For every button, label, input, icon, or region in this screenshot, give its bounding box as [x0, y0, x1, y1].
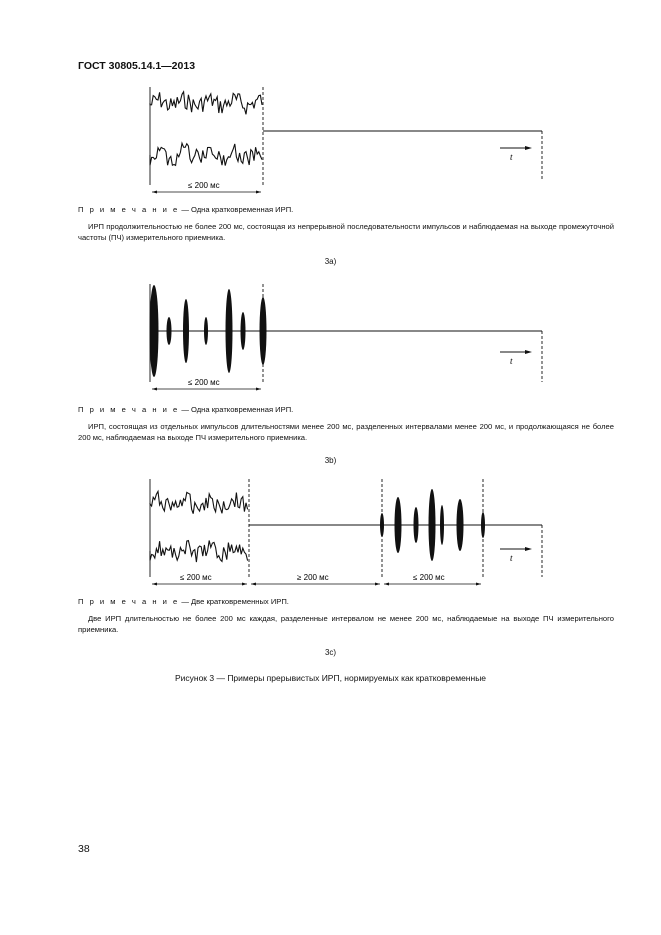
duration-label: ≤ 200 мс — [188, 378, 220, 387]
sublabel-3b: 3b) — [324, 456, 337, 465]
figure-3a — [140, 85, 560, 197]
pulse-3 — [183, 299, 189, 363]
duration-label: ≤ 200 мс — [188, 181, 220, 190]
paragraph-3a: ИРП продолжительностью не более 200 мс, состоящая из непрерывной последовательности импульсов и наблюдаемая на выходе промежуточной частоты (ПЧ) измерительного приемника. — [78, 222, 614, 242]
note-label: П р и м е ч а н и е — [78, 597, 180, 606]
note-3a — [78, 204, 614, 215]
pulse-4 — [204, 317, 208, 345]
time-label: t — [510, 553, 513, 563]
sublabel-3a: 3а) — [324, 257, 337, 266]
figure-3c — [140, 477, 560, 589]
sublabel-3c: 3с) — [324, 648, 337, 657]
note-text: — Две кратковременных ИРП. — [179, 597, 289, 606]
pulse-6 — [241, 312, 246, 350]
pulse-1 — [150, 285, 159, 377]
duration-label-3: ≤ 200 мс — [413, 573, 445, 582]
duration-arrow-head-right — [256, 191, 261, 194]
duration-arrow-head-left — [152, 191, 157, 194]
duration-label-2: ≥ 200 мс — [297, 573, 329, 582]
paragraph-3b: ИРП, состоящая из отдельных импульсов длительностями менее 200 мс, разделенных интервалами менее 200 мс, и продолжающаяся не более 200 мс, наблюдаемая на выходе ПЧ измерительного приемника. — [78, 422, 614, 442]
duration-label-1: ≤ 200 мс — [180, 573, 212, 582]
time-arrow-head — [525, 547, 532, 551]
note-text: — Одна кратковременная ИРП. — [179, 205, 294, 214]
pulse-5 — [226, 289, 233, 373]
pulse-6 — [457, 499, 464, 551]
signal-lower-waveform — [150, 143, 262, 165]
pulse-2 — [167, 317, 172, 345]
signal-upper-waveform — [150, 491, 248, 513]
paragraph-3c: Две ИРП длительностью не более 200 мс каждая, разделенные интервалом не менее 200 мс, наблюдаемые на выходе ПЧ измерительного приемника. — [78, 614, 614, 634]
figure-3b-diagram — [140, 282, 560, 394]
time-arrow-head — [525, 146, 532, 150]
pulse-7 — [481, 512, 485, 538]
figure-3c-diagram — [140, 477, 560, 589]
pulse-1 — [380, 513, 384, 537]
pulse-3 — [414, 507, 419, 543]
figure-3a-diagram — [140, 85, 560, 197]
note-text: — Одна кратковременная ИРП. — [179, 405, 294, 414]
note-label: П р и м е ч а н и е — [78, 405, 180, 414]
signal-upper-waveform — [150, 92, 262, 115]
duration-arrow-head-left — [152, 388, 157, 391]
note-3b — [78, 404, 614, 415]
time-arrow-head — [525, 350, 532, 354]
pulse-7 — [260, 297, 267, 365]
pulse-5 — [440, 505, 444, 545]
note-3c — [78, 596, 614, 607]
figure-caption: Рисунок 3 — Примеры прерывистых ИРП, нормируемых как кратковременные — [174, 673, 487, 683]
time-label: t — [510, 152, 513, 162]
document-header: ГОСТ 30805.14.1—2013 — [78, 60, 196, 72]
time-label: t — [510, 356, 513, 366]
signal-lower-waveform — [150, 541, 248, 563]
pulse-2 — [395, 497, 402, 553]
page-number: 38 — [78, 843, 90, 855]
figure-3b — [140, 282, 560, 394]
pulse-4 — [429, 489, 436, 561]
duration-arrow-head-right — [256, 388, 261, 391]
note-label: П р и м е ч а н и е — [78, 205, 180, 214]
